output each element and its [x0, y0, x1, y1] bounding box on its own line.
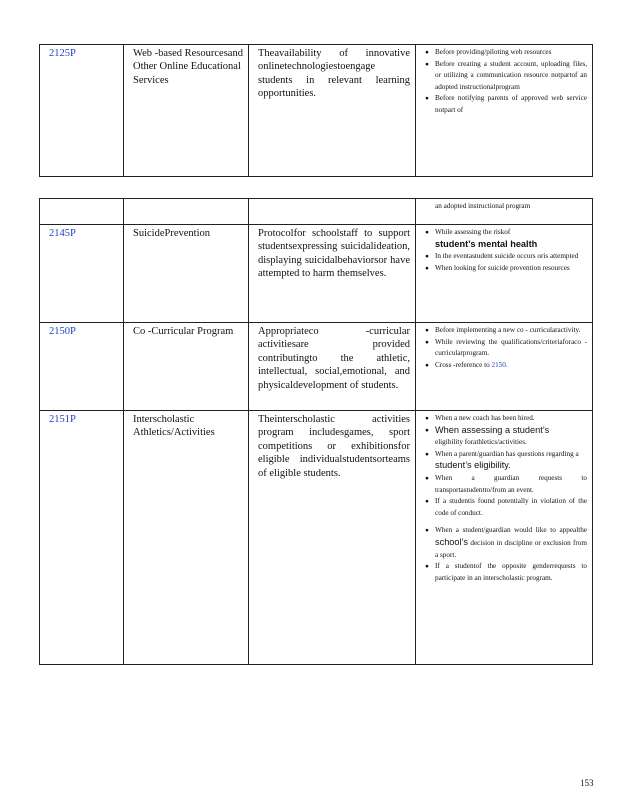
policy-triggers	[416, 411, 593, 665]
trigger-emphasis: student’s eligibility.	[435, 460, 511, 471]
empty-cell	[124, 199, 249, 225]
policy-description: Appropriateco -curricular activitiesare provided contributingto the athletic, intellectual, social,emotional, and physicaldevelopment of students.	[249, 323, 416, 411]
policy-table	[39, 198, 593, 665]
policy-name: Web -based Resourcesand Other Online Educational Services	[124, 45, 249, 177]
trigger-emphasis: When assessing a student’s	[435, 424, 550, 435]
policy-name: SuicidePrevention	[124, 225, 249, 323]
list-item: ● Before providing/piloting web resources	[435, 47, 587, 59]
table-row	[40, 199, 593, 225]
policy-triggers	[416, 45, 593, 177]
trigger-text: eligibility forathletics/activities.	[435, 438, 527, 447]
policy-code-cell	[40, 45, 124, 177]
table-row	[40, 411, 593, 665]
policy-description: Theavailability of innovative onlinetechnologiestoengage students in relevant learning opportunities.	[249, 45, 416, 177]
empty-cell	[249, 199, 416, 225]
table-row	[40, 225, 593, 323]
list-item: ● While reviewing the qualifications/criteriaforaco - curricularprogram.	[435, 337, 587, 360]
policy-code: 2150P	[49, 326, 76, 337]
policy-description: Theinterscholastic activities program includesgames, sport competitions or exhibitionsfor eligible individualstudentsorteams of eligible students.	[249, 411, 416, 665]
trigger-emphasis: school’s	[435, 536, 469, 547]
list-item: ● If a studentof the opposite genderrequests to participate in an interscholastic program.	[435, 561, 587, 584]
trigger-emphasis: student’s mental health	[435, 238, 538, 249]
list-item	[435, 449, 587, 473]
policy-code: 2125P	[49, 48, 76, 59]
table-row	[40, 45, 593, 177]
trigger-text: Cross -reference to	[435, 360, 490, 369]
policy-name: Interscholastic Athletics/Activities	[124, 411, 249, 665]
trigger-text: When a parent/guardian has questions regarding a	[435, 449, 579, 458]
list-item	[435, 425, 587, 449]
trigger-text: decision in discipline or exclusion from a sport.	[435, 538, 587, 559]
policy-code: 2151P	[49, 414, 76, 425]
policy-table-top	[39, 44, 593, 177]
empty-cell	[40, 199, 124, 225]
policy-triggers	[416, 225, 593, 323]
list-item: ● In the eventastudent suicide occurs oris attempted	[435, 251, 587, 263]
list-item: ● If a studentis found potentially in violation of the code of conduct.	[435, 496, 587, 519]
policy-name: Co -Curricular Program	[124, 323, 249, 411]
list-item	[435, 360, 587, 372]
trigger-text: While assessing the riskof	[435, 228, 511, 236]
list-item: ● When a new coach has been hired.	[435, 413, 587, 425]
continued-cell	[416, 199, 593, 225]
list-item	[435, 227, 587, 251]
list-item: ● Before creating a student account, uploading files, or utilizing a communication resource notpartof an adopted instructionalprogram	[435, 59, 587, 94]
continued-text: an adopted instructional program	[435, 202, 531, 210]
cross-reference-link[interactable]: 2150.	[491, 360, 508, 369]
list-item: ● Before implementing a new co - curricularactivity.	[435, 325, 587, 337]
list-item: ● When a guardian requests to transportastudentto/from an event.	[435, 473, 587, 496]
list-item: ● Before notifying parents of approved web service notpart of	[435, 93, 587, 116]
trigger-text: When a student/guardian would like to appealthe	[435, 526, 587, 535]
policy-code: 2145P	[49, 228, 76, 239]
list-item	[435, 525, 587, 561]
page-number: 153	[580, 778, 594, 788]
policy-description: Protocolfor schoolstaff to support studentsexpressing suicidalideation, displaying suicidalbehaviorsor have attempted to harm themselves.	[249, 225, 416, 323]
list-item: ● When looking for suicide prevention resources	[435, 263, 587, 275]
table-row	[40, 323, 593, 411]
policy-triggers	[416, 323, 593, 411]
